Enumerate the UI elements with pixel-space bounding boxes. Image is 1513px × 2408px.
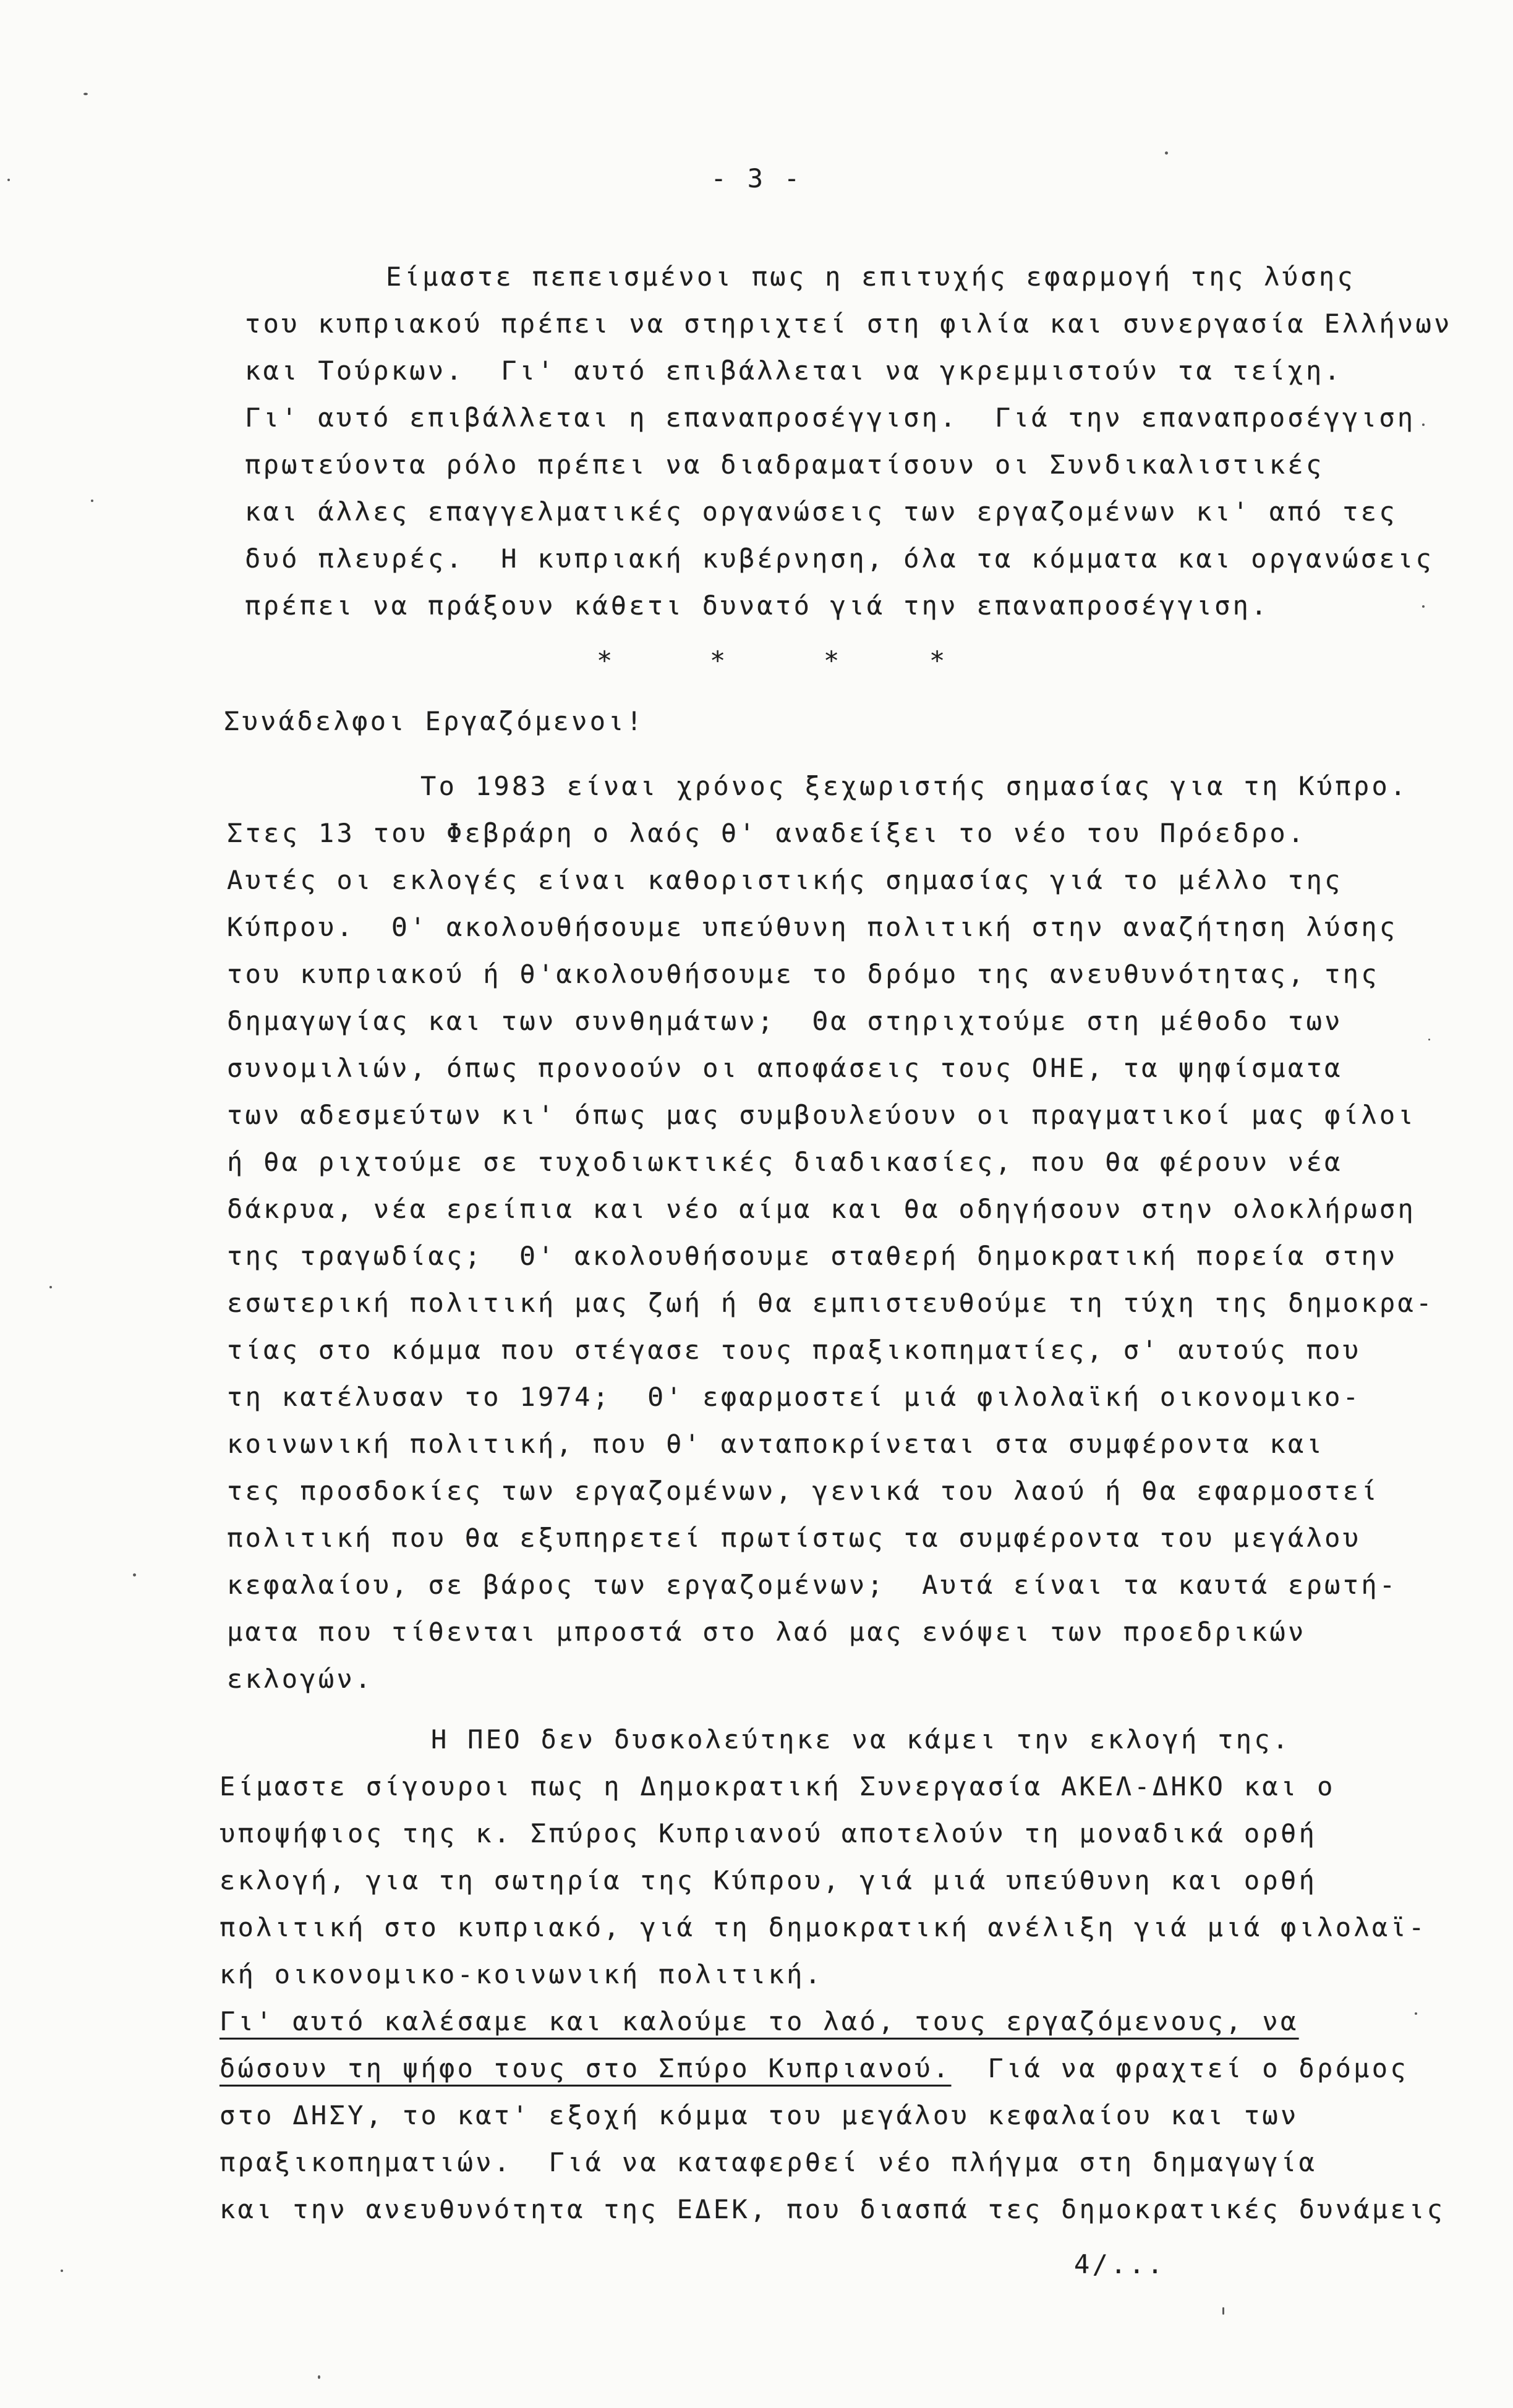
text-line: του κυπριακού ή θ'ακολουθήσουμε το δρόμο της ανευθυνότητας, της [227, 959, 1379, 989]
underlined-text: Γι' αυτό καλέσαμε και καλούμε το λαό, τους εργαζόμενους, να [219, 2006, 1299, 2036]
text-line: πρέπει να πράξουν κάθετι δυνατό γιά την επαναπροσέγγιση. [245, 590, 1269, 621]
text-line: Αυτές οι εκλογές είναι καθοριστικής σημασίας γιά το μέλλο της [227, 865, 1343, 895]
continuation-marker: 4/... [1074, 2249, 1166, 2279]
text-line: ματα που τίθενται μπροστά στο λαό μας ενόψει των προεδρικών [227, 1617, 1306, 1647]
text-line: και Τούρκων. Γι' αυτό επιβάλλεται να γκρεμμιστούν τα τείχη. [245, 355, 1343, 386]
text-line: Η ΠΕΟ δεν δυσκολεύτηκε να κάμει την εκλογή της. [431, 1724, 1291, 1755]
text-line: πολιτική που θα εξυπηρετεί πρωτίστως τα συμφέροντα του μεγάλου [227, 1523, 1362, 1553]
scan-speck [83, 93, 88, 95]
text-line: Γι' αυτό επιβάλλεται η επαναπροσέγγιση. Γιά την επαναπροσέγγιση [245, 402, 1416, 433]
scan-speck [1222, 2307, 1224, 2315]
text-line: πραξικοπηματιών. Γιά να καταφερθεί νέο πλήγμα στη δημαγωγία [219, 2147, 1318, 2177]
text-line: του κυπριακού πρέπει να στηριχτεί στη φιλία και συνεργασία Ελλήνων [245, 308, 1452, 339]
text-line: κεφαλαίου, σε βάρος των εργαζομένων; Αυτά είναι τα καυτά ερωτή- [227, 1570, 1398, 1600]
paragraph-2 [227, 763, 1434, 1703]
text-line: πρωτεύοντα ρόλο πρέπει να διαδραματίσουν οι Συνδικαλιστικές [245, 449, 1324, 480]
text-line: Στες 13 του Φεβράρη ο λαός θ' αναδείξει το νέο του Πρόεδρο. [227, 818, 1306, 848]
asterisk-separator [0, 637, 1513, 684]
text-line: Κύπρου. Θ' ακολουθήσουμε υπεύθυνη πολιτική στην αναζήτηση λύσης [227, 912, 1398, 942]
text-line: κή οικονομικο-κοινωνική πολιτική. [219, 1959, 824, 1989]
text-line-mixed [219, 2045, 1445, 2092]
text-line: Είμαστε πεπεισμένοι πως η επιτυχής εφαρμογή της λύσης [386, 262, 1356, 292]
text-line: τίας στο κόμμα που στέγασε τους πραξικοπηματίες, σ' αυτούς που [227, 1335, 1362, 1365]
text-line: πολιτική στο κυπριακό, γιά τη δημοκρατική ανέλιξη γιά μιά φιλολαϊ- [219, 1912, 1427, 1942]
text-line: συνομιλιών, όπως προνοούν οι αποφάσεις τους ΟΗΕ, τα ψηφίσματα [227, 1053, 1343, 1083]
asterisk: * [710, 645, 728, 676]
scan-speck [133, 1573, 136, 1576]
text-line: των αδεσμεύτων κι' όπως μας συμβουλεύουν οι πραγματικοί μας φίλοι [227, 1100, 1417, 1130]
paragraph-1 [245, 253, 1452, 629]
scan-speck [1165, 151, 1168, 155]
page-number: - 3 - [710, 163, 803, 194]
text-line: εκλογών. [227, 1664, 373, 1694]
text-line: τη κατέλυσαν το 1974; Θ' εφαρμοστεί μιά φιλολαϊκή οικονομικο- [227, 1382, 1362, 1412]
text-line: Είμαστε σίγουροι πως η Δημοκρατική Συνεργασία ΑΚΕΛ-ΔΗΚΟ και ο [219, 1771, 1336, 1802]
text-line: της τραγωδίας; Θ' ακολουθήσουμε σταθερή δημοκρατική πορεία στην [227, 1241, 1398, 1271]
text-line: εκλογή, για τη σωτηρία της Κύπρου, γιά μιά υπεύθυνη και ορθή [219, 1865, 1318, 1895]
salutation: Συνάδελφοι Εργαζόμενοι! [224, 706, 645, 736]
scan-speck [91, 500, 93, 502]
text-line: κοινωνική πολιτική, που θ' ανταποκρίνεται στα συμφέροντα και [227, 1429, 1325, 1459]
scan-speck [61, 2270, 63, 2272]
text-line: δάκρυα, νέα ερείπια και νέο αίμα και θα οδηγήσουν στην ολοκλήρωση [227, 1194, 1417, 1224]
underlined-text: δώσουν τη ψήφο τους στο Σπύρο Κυπριανού. [219, 2053, 952, 2083]
asterisk: * [929, 645, 948, 676]
paragraph-3 [219, 1716, 1445, 2233]
text-line: υποψήφιος της κ. Σπύρος Κυπριανού αποτελούν τη μοναδικά ορθή [219, 1818, 1318, 1849]
text-line: Το 1983 είναι χρόνος ξεχωριστής σημασίας για τη Κύπρο. [420, 771, 1409, 801]
text-line: στο ΔΗΣΥ, το κατ' εξοχή κόμμα του μεγάλου κεφαλαίου και των [219, 2100, 1299, 2130]
text-line-underlined [219, 1998, 1445, 2045]
text-line: εσωτερική πολιτική μας ζωή ή θα εμπιστευθούμε τη τύχη της δημοκρα- [227, 1288, 1434, 1318]
scan-speck [49, 1286, 52, 1288]
text-line: δυό πλευρές. Η κυπριακή κυβέρνηση, όλα τα κόμματα και οργανώσεις [245, 543, 1434, 574]
asterisk: * [824, 645, 842, 676]
text-line: δημαγωγίας και των συνθημάτων; Θα στηριχτούμε στη μέθοδο των [227, 1006, 1343, 1036]
asterisk: * [597, 645, 615, 676]
text-line: και την ανευθυνότητα της ΕΔΕΚ, που διασπά τες δημοκρατικές δυνάμεις [219, 2194, 1446, 2224]
text-line: και άλλες επαγγελματικές οργανώσεις των εργαζομένων κι' από τες [245, 496, 1397, 527]
plain-text: Γιά να φραχτεί ο δρόμος [987, 2053, 1409, 2083]
text-line: ή θα ριχτούμε σε τυχοδιωκτικές διαδικασίες, που θα φέρουν νέα [227, 1147, 1343, 1177]
text-line: τες προσδοκίες των εργαζομένων, γενικά του λαού ή θα εφαρμοστεί [227, 1476, 1379, 1506]
scan-speck [318, 2375, 320, 2379]
